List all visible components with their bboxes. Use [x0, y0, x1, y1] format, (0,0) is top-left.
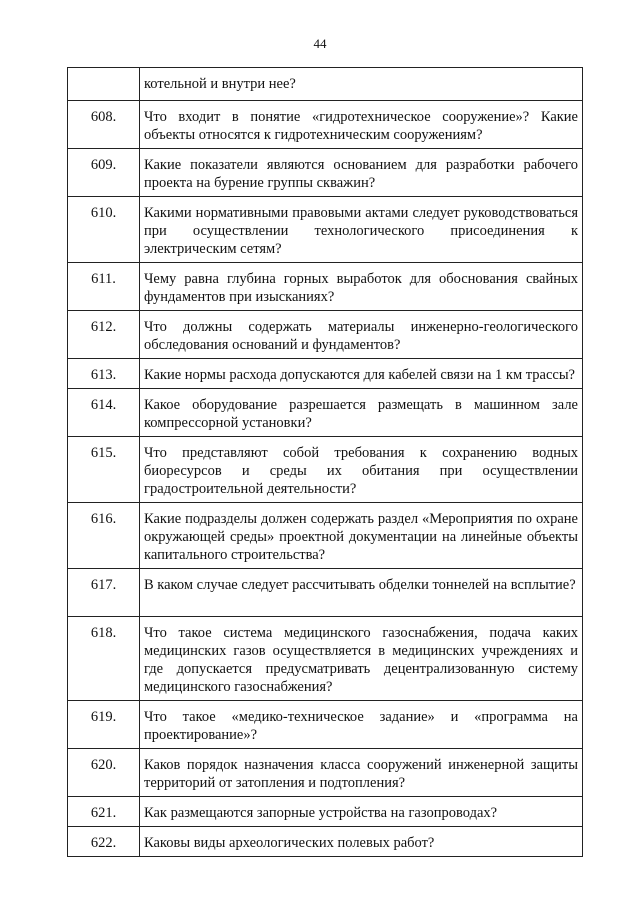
- question-number: 617.: [68, 569, 140, 617]
- question-text: Какими нормативными правовыми актами следует руководствоваться при осуществлении технологического присоединения к электрическим сетям?: [140, 197, 583, 263]
- question-number: 619.: [68, 701, 140, 749]
- question-text: Каковы виды археологических полевых работ?: [140, 827, 583, 857]
- question-text: Что такое система медицинского газоснабжения, подача каких медицинских газов осуществляется в медицинских учреждениях и где допускается предусматривать децентрализованную систему медицинского газоснабжения?: [140, 617, 583, 701]
- table-row: [68, 827, 583, 857]
- table-row: [68, 617, 583, 701]
- question-number: 610.: [68, 197, 140, 263]
- question-number: 611.: [68, 263, 140, 311]
- table-row: [68, 569, 583, 617]
- page-number: 44: [313, 36, 327, 51]
- table-row: [68, 437, 583, 503]
- question-text: Что должны содержать материалы инженерно-геологического обследования оснований и фундаментов?: [140, 311, 583, 359]
- question-number: 615.: [68, 437, 140, 503]
- question-number: 608.: [68, 101, 140, 149]
- table-row: [68, 701, 583, 749]
- question-number: 616.: [68, 503, 140, 569]
- table-row: [68, 149, 583, 197]
- question-number: 613.: [68, 359, 140, 389]
- table-row: [68, 359, 583, 389]
- question-number: 621.: [68, 797, 140, 827]
- question-text: Чему равна глубина горных выработок для обоснования свайных фундаментов при изысканиях?: [140, 263, 583, 311]
- question-number: 612.: [68, 311, 140, 359]
- table-row: [68, 503, 583, 569]
- question-number: 614.: [68, 389, 140, 437]
- question-text: Как размещаются запорные устройства на газопроводах?: [140, 797, 583, 827]
- question-number: [68, 68, 140, 101]
- question-text: Что такое «медико-техническое задание» и «программа на проектирование»?: [140, 701, 583, 749]
- question-number: 622.: [68, 827, 140, 857]
- question-text: Каков порядок назначения класса сооружений инженерной защиты территорий от затопления и подтопления?: [140, 749, 583, 797]
- question-number: 618.: [68, 617, 140, 701]
- table-row: [68, 797, 583, 827]
- table-row: [68, 68, 583, 101]
- table-row: [68, 263, 583, 311]
- table-row: [68, 389, 583, 437]
- question-text: Какие подразделы должен содержать раздел «Мероприятия по охране окружающей среды» проектной документации на линейные объекты капитального строительства?: [140, 503, 583, 569]
- question-number: 609.: [68, 149, 140, 197]
- table-row: [68, 101, 583, 149]
- table-row: [68, 311, 583, 359]
- question-number: 620.: [68, 749, 140, 797]
- question-text: Какие показатели являются основанием для разработки рабочего проекта на бурение группы скважин?: [140, 149, 583, 197]
- question-text: Какие нормы расхода допускаются для кабелей связи на 1 км трассы?: [140, 359, 583, 389]
- question-text: Что входит в понятие «гидротехническое сооружение»? Какие объекты относятся к гидротехническим сооружениям?: [140, 101, 583, 149]
- table-row: [68, 197, 583, 263]
- table-row: [68, 749, 583, 797]
- question-text: В каком случае следует рассчитывать обделки тоннелей на всплытие?: [140, 569, 583, 617]
- question-text: Что представляют собой требования к сохранению водных биоресурсов и среды их обитания при осуществлении градостроительной деятельности?: [140, 437, 583, 503]
- question-text: котельной и внутри нее?: [140, 68, 583, 101]
- question-text: Какое оборудование разрешается размещать в машинном зале компрессорной установки?: [140, 389, 583, 437]
- questions-table: [67, 67, 583, 857]
